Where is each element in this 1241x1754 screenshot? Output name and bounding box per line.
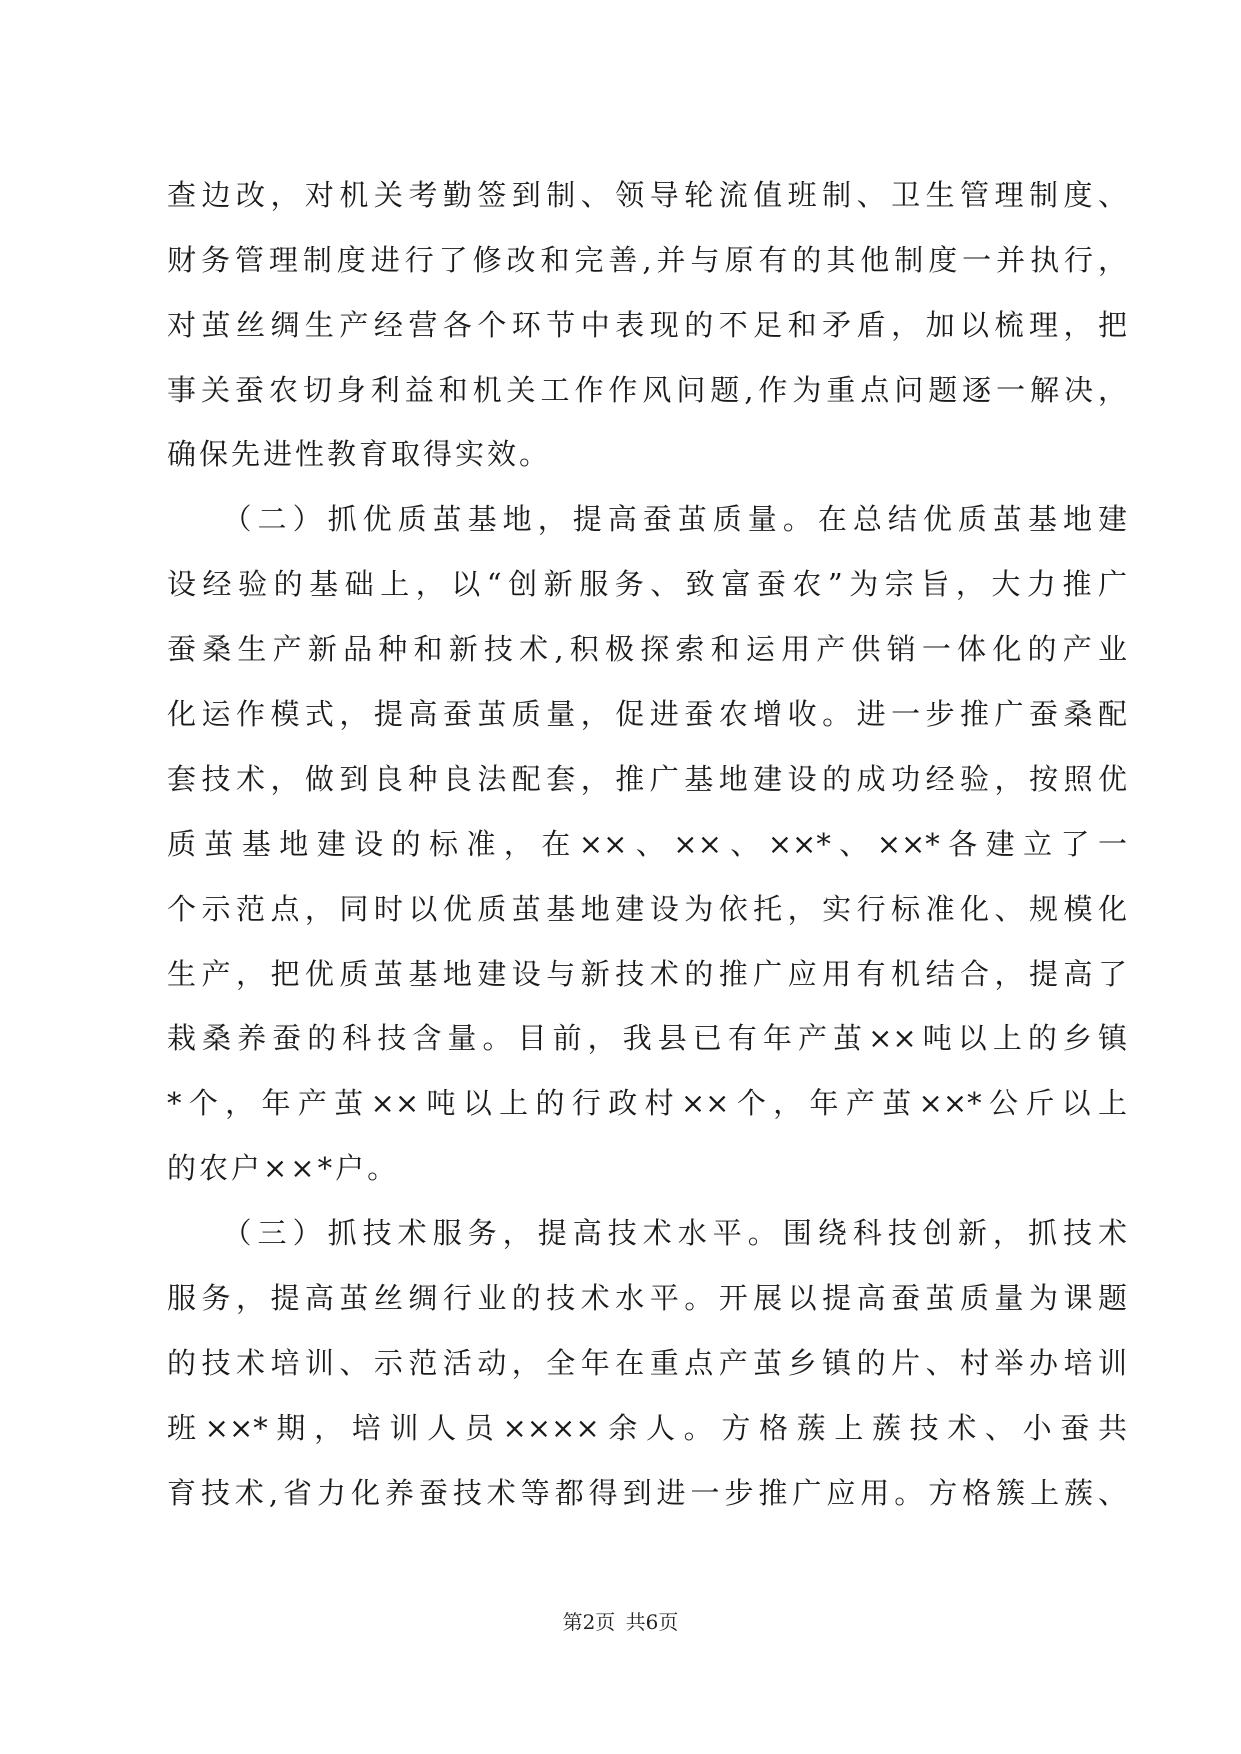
page-footer [0,1607,1241,1637]
text-line: 对茧丝绸生产经营各个环节中表现的不足和矛盾，加以梳理，把 [167,308,1127,342]
text-line: 个示范点，同时以优质茧基地建设为依托，实行标准化、规模化 [167,892,1127,926]
text-line: 确保先进性教育取得实效。 [167,437,552,471]
text-line: 质茧基地建设的标准，在××、××、××*、××*各建立了一 [167,827,1127,861]
text-line: （三）抓技术服务，提高技术水平。围绕科技创新，抓技术 [167,1216,1127,1250]
text-line: 事关蚕农切身利益和机关工作作风问题,作为重点问题逐一解决， [167,373,1127,407]
text-line: 服务，提高茧丝绸行业的技术水平。开展以提高蚕茧质量为课题 [167,1281,1127,1315]
text-line: 查边改，对机关考勤签到制、领导轮流值班制、卫生管理制度、 [167,178,1127,212]
text-line: 化运作模式，提高蚕茧质量，促进蚕农增收。进一步推广蚕桑配 [167,697,1127,731]
page-total: 共6页 [625,1610,679,1634]
text-line: 的技术培训、示范活动，全年在重点产茧乡镇的片、村举办培训 [167,1346,1127,1380]
text-line: 设经验的基础上，以“创新服务、致富蚕农”为宗旨，大力推广 [167,567,1127,601]
text-line: 的农户××*户。 [167,1151,400,1185]
text-line: 班××*期，培训人员××××余人。方格蔟上蔟技术、小蚕共 [167,1411,1127,1445]
text-line: 生产，把优质茧基地建设与新技术的推广应用有机结合，提高了 [167,957,1127,991]
text-line: 育技术,省力化养蚕技术等都得到进一步推广应用。方格簇上蔟、 [167,1476,1127,1510]
page-number: 第2页 [562,1610,616,1634]
text-line: 套技术，做到良种良法配套，推广基地建设的成功经验，按照优 [167,762,1127,796]
text-line: 栽桑养蚕的科技含量。目前，我县已有年产茧××吨以上的乡镇 [167,1021,1127,1055]
text-line: （二）抓优质茧基地，提高蚕茧质量。在总结优质茧基地建 [167,502,1127,536]
text-line: 蚕桑生产新品种和新技术,积极探索和运用产供销一体化的产业 [167,632,1127,666]
text-line: 财务管理制度进行了修改和完善,并与原有的其他制度一并执行， [167,243,1127,277]
text-line: *个，年产茧××吨以上的行政村××个，年产茧××*公斤以上 [167,1086,1127,1120]
